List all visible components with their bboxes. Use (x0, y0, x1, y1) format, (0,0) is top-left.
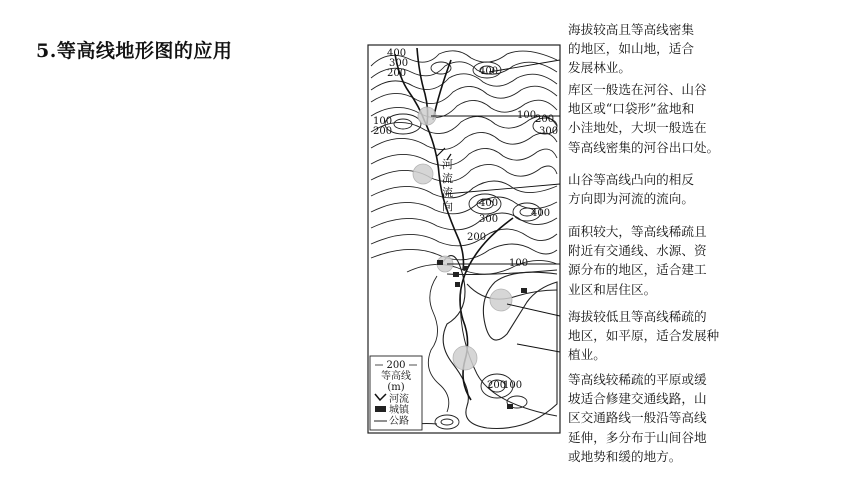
river-label-char: 流 (442, 172, 453, 185)
annotation-line: 库区一般选在河谷、山谷 (568, 82, 707, 97)
annotation-line: 等高线较稀疏的平原或缓 (568, 372, 707, 387)
annotation-line: 区交通路线一般沿等高线 (568, 410, 707, 426)
legend-contour-sample: 200 (386, 360, 406, 371)
annotation-line: 坡适合修建交通线路，山 (568, 391, 707, 407)
contour-label: 400 (531, 208, 551, 219)
annotation-line: 海拔较低且等高线稀疏的 (568, 309, 707, 324)
contour-map-svg (367, 44, 561, 434)
river-label-char: 河 (442, 158, 453, 171)
legend-contour: 等高线 (381, 371, 411, 382)
annotation-line: 业区和居住区。 (568, 281, 657, 297)
annotation-line: 附近有交通线、水源、资 (568, 243, 707, 259)
annotation-forest (568, 20, 694, 78)
contour-label: 200 (487, 380, 507, 391)
annotation-line: 方向即为河流的流向。 (568, 191, 694, 207)
annotation-transport (568, 370, 707, 466)
annotation-line: 地区，如平原，适合发展种 (568, 328, 720, 344)
river-label-char: 向 (442, 200, 453, 213)
legend-road: 公路 (389, 416, 409, 427)
contour-label: 200 (535, 114, 555, 125)
contour-label: 400 (387, 48, 407, 59)
annotation-line: 山谷等高线凸向的相反 (568, 172, 694, 187)
contour-label: 100 (509, 258, 529, 269)
annotation-line: 或地势和缓的地方。 (568, 448, 682, 464)
contour-label: 400 (479, 66, 499, 77)
annotation-line: 小洼地处，大坝一般选在 (568, 120, 707, 136)
annotation-line: 海拔较高且等高线密集 (568, 22, 694, 37)
annotation-farming (568, 307, 719, 365)
annotation-industry (568, 222, 707, 299)
legend-river: 河流 (389, 394, 409, 405)
annotation-line: 面积较大，等高线稀疏且 (568, 224, 707, 239)
contour-label: 100 (517, 110, 537, 121)
annotation-river-flow (568, 170, 694, 208)
contour-label: 300 (389, 58, 409, 69)
contour-label: 300 (539, 126, 559, 137)
annotation-line: 发展林业。 (568, 60, 631, 76)
annotation-line: 地区或“口袋形”盆地和 (568, 101, 695, 117)
contour-label: 200 (467, 232, 487, 243)
contour-label: 300 (479, 214, 499, 225)
legend-unit: (m) (387, 382, 405, 393)
contour-label: 200 (387, 68, 407, 79)
contour-label: 100 (373, 116, 393, 127)
contour-label: 200 (373, 126, 393, 137)
contour-label: 100 (503, 380, 523, 391)
annotation-line: 源分布的地区，适合建工 (568, 262, 707, 278)
legend-town: 城镇 (389, 405, 409, 416)
annotation-line: 植业。 (568, 347, 606, 363)
contour-map (367, 44, 561, 434)
map-legend (370, 356, 422, 430)
annotation-reservoir (568, 80, 719, 157)
river-label-char: 流 (442, 186, 453, 199)
legend-town-icon (375, 406, 386, 412)
annotation-line: 的地区，如山地，适合 (568, 41, 694, 57)
section-title: 5.等高线地形图的应用 (36, 40, 233, 62)
contour-label: 400 (479, 198, 499, 209)
annotation-line: 等高线密集的河谷出口处。 (568, 139, 720, 155)
annotation-line: 延伸，多分布于山间谷地 (568, 429, 707, 445)
